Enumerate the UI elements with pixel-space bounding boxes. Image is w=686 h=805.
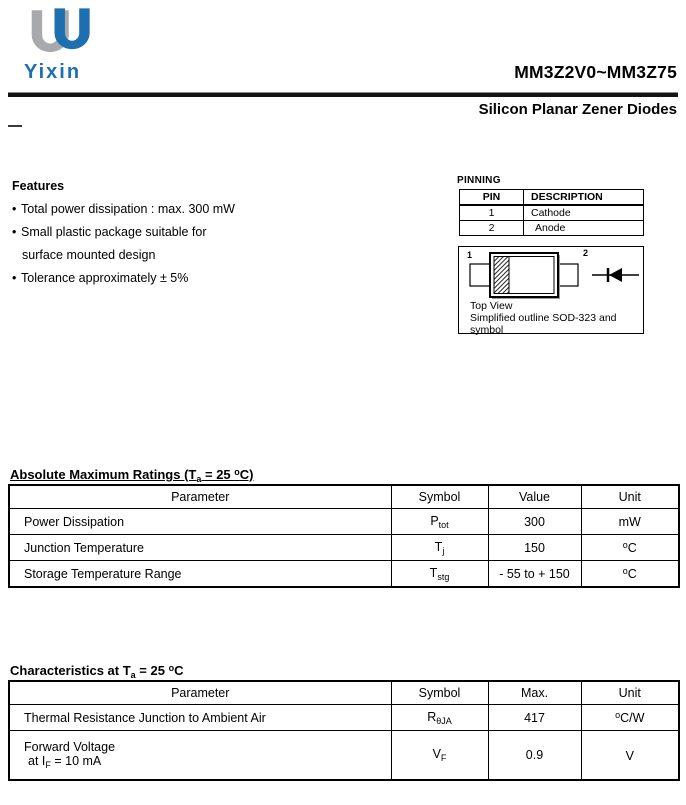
abs-max-heading: [10, 467, 253, 484]
heading-text: Characteristics at T: [10, 663, 131, 678]
header-rule: [8, 92, 678, 97]
parameter-cell: Thermal Resistance Junction to Ambient Air: [9, 705, 391, 731]
feature-item: [12, 225, 362, 239]
unit-cell: [581, 509, 679, 535]
figure-caption-outline: Simplified outline SOD-323 and symbol: [470, 312, 617, 336]
unit-header: Unit: [581, 485, 679, 509]
symbol-subscript: stg: [437, 571, 450, 582]
pinning-row: [460, 205, 644, 221]
logo-u-icon: [26, 8, 102, 62]
degree-symbol: o: [615, 710, 621, 720]
table-row: [9, 705, 679, 731]
pin-number-cell: 2: [460, 221, 524, 236]
parameter-cell: Power Dissipation: [9, 509, 391, 535]
left-margin-dash: [8, 125, 22, 127]
symbol-cell: [391, 509, 488, 535]
lead-1-shape: [470, 264, 490, 286]
symbol-header: Symbol: [391, 681, 488, 705]
symbol-subscript: j: [442, 545, 445, 556]
parameter-header: Parameter: [9, 681, 391, 705]
max-value-cell: 0.9: [488, 731, 581, 781]
value-cell: 150: [488, 535, 581, 561]
parameter-line1: Forward Voltage: [24, 740, 116, 754]
unit-cell: [581, 705, 679, 731]
lead-2-shape: [558, 264, 578, 286]
symbol-subscript: F: [440, 753, 447, 763]
characteristics-table: [8, 680, 680, 781]
table-header-row: [9, 485, 679, 509]
abs-max-table: [8, 484, 680, 588]
pinning-row: [460, 221, 644, 236]
degree-symbol: o: [168, 663, 175, 673]
pin-description-cell: Cathode: [524, 205, 644, 221]
unit-text: mW: [618, 515, 641, 529]
symbol-base: P: [430, 513, 439, 528]
part-number-title: MM3Z2V0~MM3Z75: [514, 62, 677, 82]
parameter-header: Parameter: [9, 485, 391, 509]
max-value-cell: 417: [488, 705, 581, 731]
table-row: [9, 561, 679, 588]
symbol-subscript: tot: [438, 519, 449, 530]
parameter-line2: [24, 754, 391, 770]
heading-text: Absolute Maximum Ratings (T: [10, 467, 197, 482]
pin-description-cell: Anode: [524, 221, 644, 236]
table-row: [9, 535, 679, 561]
table-header-row: [9, 681, 679, 705]
unit-cell: [581, 731, 679, 781]
unit-text: V: [625, 748, 634, 763]
symbol-base: R: [427, 709, 437, 724]
max-header: Max.: [488, 681, 581, 705]
feature-text: Small plastic package suitable for: [21, 225, 207, 239]
degree-symbol: o: [622, 566, 628, 576]
package-outline-figure: [458, 246, 644, 334]
bullet-icon: •: [12, 271, 17, 285]
symbol-base: V: [432, 747, 441, 761]
value-cell: - 55 to + 150: [488, 561, 581, 588]
pin1-label: 1: [467, 250, 473, 260]
unit-text: C: [627, 541, 637, 555]
unit-text: C: [627, 567, 637, 581]
feature-item: [12, 271, 362, 285]
heading-text: C): [239, 467, 254, 482]
features-title: Features: [12, 179, 65, 193]
condition-text: at I: [28, 754, 46, 768]
value-cell: 300: [488, 509, 581, 535]
unit-header: Unit: [581, 681, 679, 705]
symbol-cell: [391, 561, 488, 588]
cathode-band-hatch: [494, 257, 509, 294]
figure-caption-top-view: Top View: [470, 300, 513, 312]
symbol-cell: [391, 705, 488, 731]
pinning-title: PINNING: [457, 175, 501, 186]
pinning-table: [459, 189, 644, 236]
heading-text: = 25: [201, 467, 235, 482]
symbol-header: Symbol: [391, 485, 488, 509]
symbol-base: T: [429, 565, 438, 580]
heading-subscript: a: [196, 474, 202, 484]
degree-symbol: o: [234, 467, 240, 477]
symbol-subscript: θJA: [436, 715, 452, 726]
table-row: [9, 509, 679, 535]
parameter-cell: [9, 731, 391, 781]
pinning-header-row: [460, 190, 644, 206]
page-subtitle: Silicon Planar Zener Diodes: [478, 101, 677, 118]
condition-text: = 10 mA: [50, 754, 102, 768]
feature-text-continuation: surface mounted design: [22, 248, 156, 262]
feature-item: [12, 202, 362, 216]
pin2-label: 2: [583, 248, 589, 258]
yixin-logo: [24, 8, 124, 84]
unit-cell: [581, 561, 679, 588]
features-section: [12, 179, 362, 294]
symbol-base: T: [434, 539, 443, 554]
degree-symbol: o: [622, 540, 628, 550]
unit-text: C/W: [620, 711, 645, 725]
table-row: [9, 731, 679, 781]
description-column-header: DESCRIPTION: [524, 190, 644, 206]
value-header: Value: [488, 485, 581, 509]
parameter-cell: Junction Temperature: [9, 535, 391, 561]
unit-cell: [581, 535, 679, 561]
heading-text: C: [174, 663, 184, 678]
pin-column-header: PIN: [460, 190, 524, 206]
characteristics-heading: [10, 663, 183, 680]
pin-number-cell: 1: [460, 205, 524, 221]
bullet-icon: •: [12, 225, 17, 239]
feature-text: Total power dissipation : max. 300 mW: [21, 202, 235, 216]
feature-text: Tolerance approximately ± 5%: [21, 271, 189, 285]
logo-u-blue-shape: [55, 8, 90, 49]
bullet-icon: •: [12, 202, 17, 216]
symbol-cell: [391, 731, 488, 781]
heading-subscript: a: [130, 670, 136, 680]
parameter-cell: Storage Temperature Range: [9, 561, 391, 588]
symbol-cell: [391, 535, 488, 561]
condition-subscript: F: [45, 760, 51, 770]
brand-name: Yixin: [24, 61, 82, 83]
zener-diode-symbol-icon: [592, 268, 639, 282]
heading-text: = 25: [135, 663, 169, 678]
